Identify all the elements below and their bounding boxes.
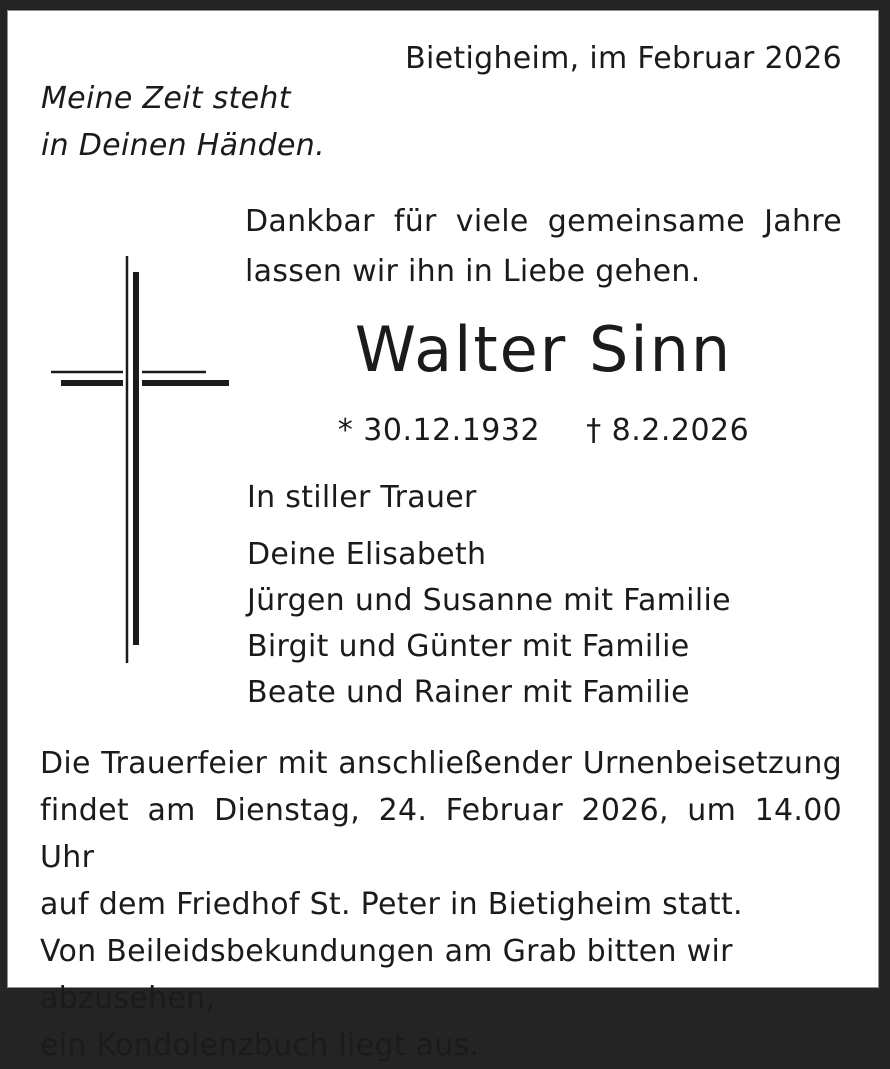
- intro-paragraph: [245, 197, 842, 297]
- mourner-line: Jürgen und Susanne mit Familie: [247, 583, 731, 618]
- intro-line-1: Dankbar für viele gemeinsame Jahre: [245, 204, 842, 239]
- epigraph-line-1: Meine Zeit steht: [41, 81, 291, 116]
- funeral-line-1: Die Trauerfeier mit anschließender Urnenbeisetzung: [40, 746, 842, 781]
- epigraph-quote: [41, 75, 325, 169]
- life-dates: [245, 411, 842, 451]
- intro-line-2: lassen wir ihn in Liebe gehen.: [245, 254, 701, 289]
- condolence-line-2: ein Kondolenzbuch liegt aus.: [40, 1028, 480, 1063]
- mourner-line: Deine Elisabeth: [247, 537, 487, 572]
- epigraph-line-2: in Deinen Händen.: [41, 128, 325, 163]
- mourning-heading: In stiller Trauer: [247, 480, 477, 515]
- death-date: † 8.2.2026: [586, 413, 750, 448]
- mourner-line: Birgit und Günter mit Familie: [247, 629, 690, 664]
- latin-cross-icon: [50, 254, 232, 668]
- birth-date: * 30.12.1932: [337, 413, 541, 448]
- closing-paragraphs: [40, 740, 842, 1069]
- funeral-line-2: findet am Dienstag, 24. Februar 2026, um 14.00 Uhr: [40, 793, 842, 875]
- mourners-list: [247, 532, 842, 716]
- deceased-name: Walter Sinn: [354, 313, 733, 386]
- condolence-line-1: Von Beileidsbekundungen am Grab bitten wir abzusehen,: [40, 934, 733, 1016]
- obituary-paper: [7, 10, 879, 1063]
- dateline: Bietigheim, im Februar 2026: [405, 41, 842, 76]
- mourner-line: Beate und Rainer mit Familie: [247, 675, 690, 710]
- funeral-line-3: auf dem Friedhof St. Peter in Bietigheim statt.: [40, 887, 743, 922]
